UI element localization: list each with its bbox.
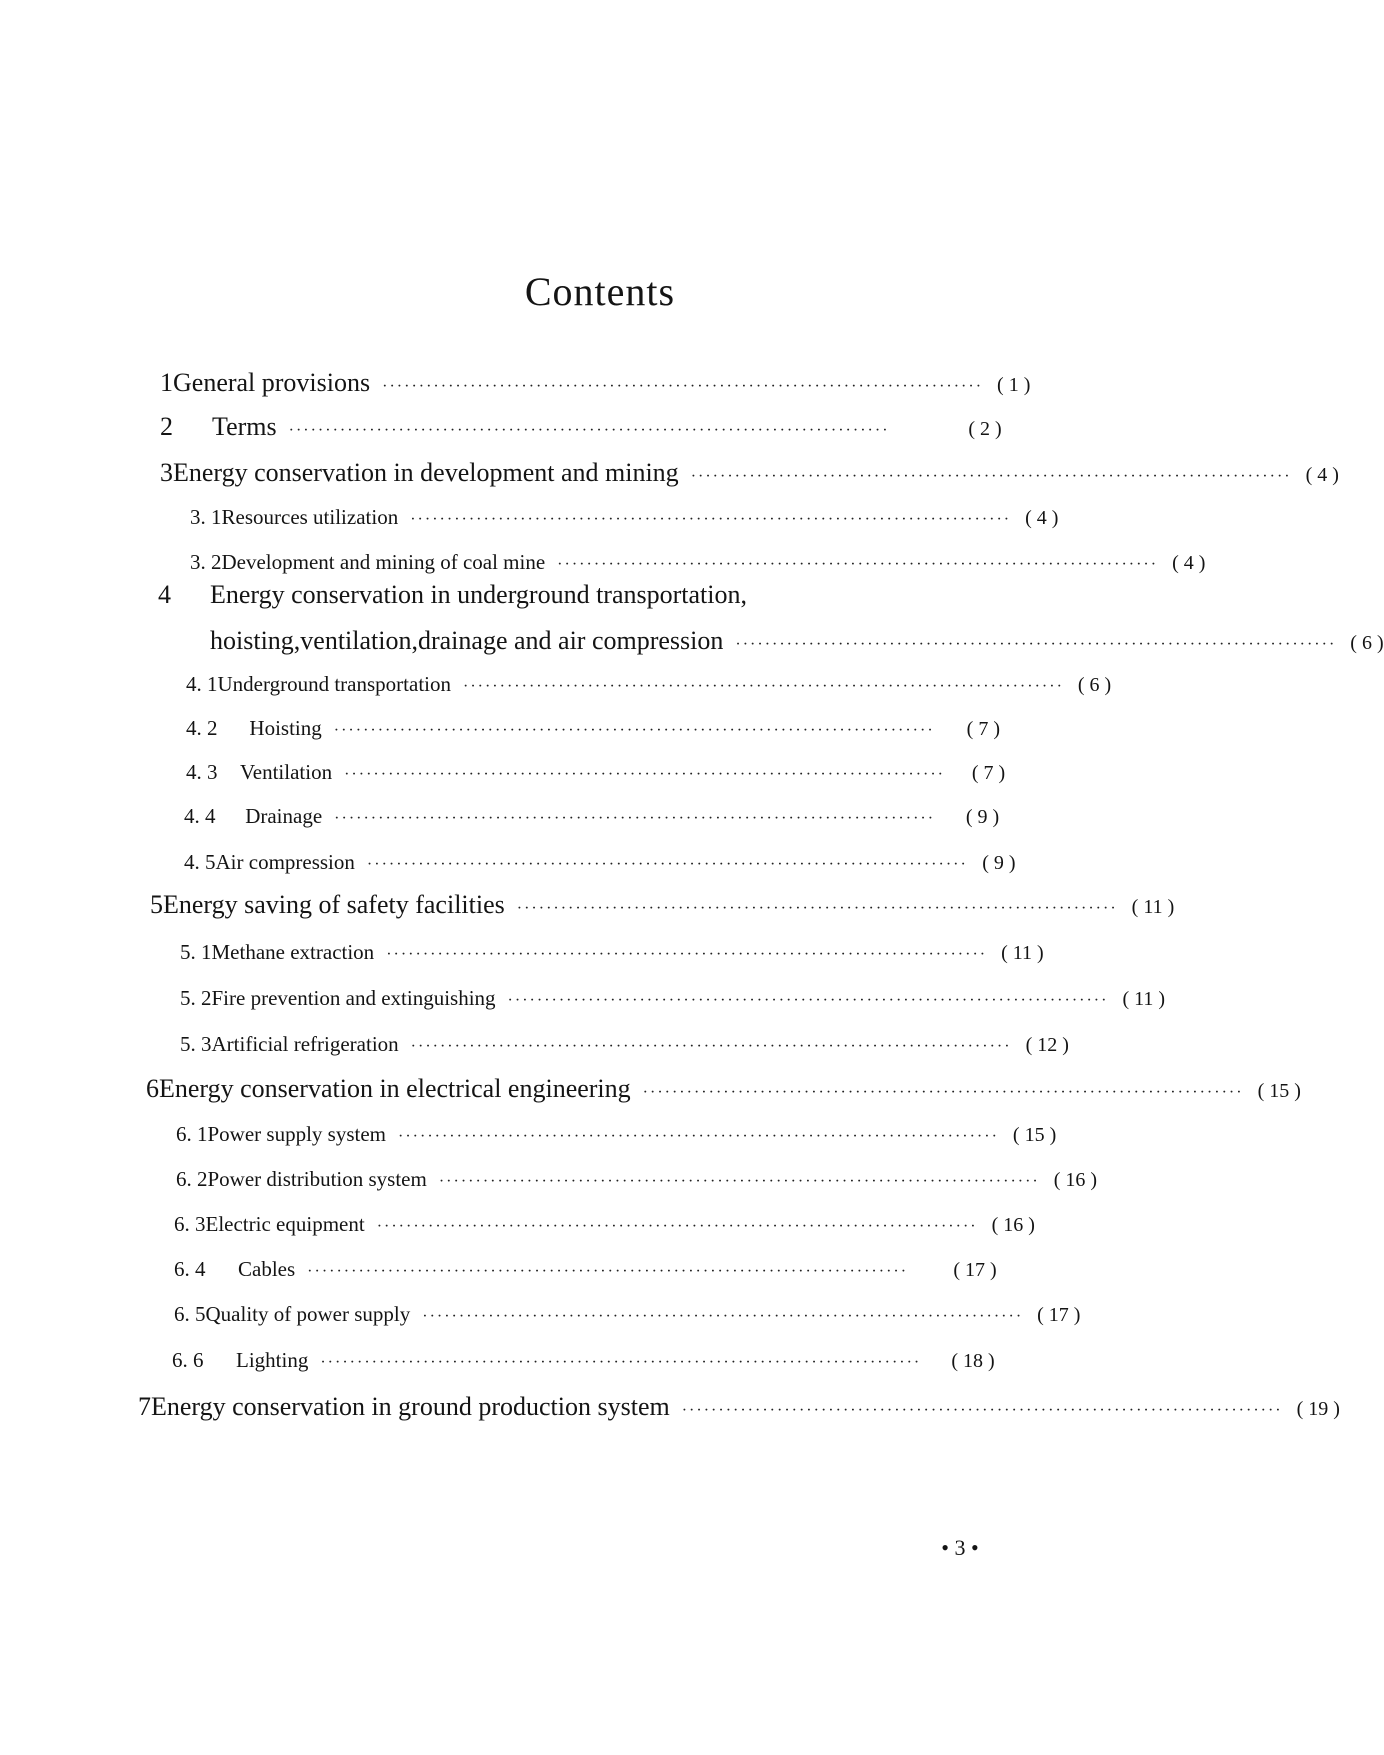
toc-number: 6. 4 (174, 1257, 206, 1281)
toc-number: 6. 5 (174, 1302, 206, 1326)
toc-entry-4-1 (186, 672, 1112, 697)
toc-entry-3-1 (190, 505, 1059, 530)
toc-label: Development and mining of coal mine (221, 550, 546, 574)
dot-leader: ·················································································· (376, 1218, 978, 1235)
toc-label: Fire prevention and extinguishing (211, 986, 496, 1010)
dot-leader: ·················································································· (366, 856, 968, 873)
toc-entry-1 (160, 368, 1031, 398)
toc-entry-5 (150, 890, 1175, 920)
toc-page-number: ( 6 ) (1350, 632, 1384, 654)
toc-entry-6-4 (174, 1257, 1010, 1282)
toc-entry-4-line1 (158, 580, 747, 610)
toc-number: 5 (150, 890, 163, 919)
toc-label: Ventilation (239, 760, 333, 784)
toc-page-number: ( 11 ) (1001, 942, 1044, 964)
toc-page-number: ( 2 ) (968, 418, 1002, 440)
toc-page-number: ( 11 ) (1122, 988, 1166, 1010)
toc-page-number: ( 9 ) (965, 806, 1000, 828)
toc-page-number: ( 7 ) (966, 718, 1000, 740)
toc-entry-3-2 (190, 550, 1206, 575)
toc-number: 6 (146, 1074, 159, 1103)
toc-page-number: ( 1 ) (997, 374, 1031, 396)
toc-number: 7 (138, 1392, 151, 1421)
toc-number: 5. 2 (180, 986, 212, 1010)
page-title: Contents (524, 269, 676, 314)
toc-number: 3. 2 (190, 550, 222, 574)
toc-label: Lighting (236, 1348, 309, 1372)
toc-label: Energy conservation in underground transportation, (210, 580, 747, 609)
toc-page-number: ( 16 ) (1053, 1169, 1098, 1191)
toc-page-number: ( 12 ) (1025, 1034, 1069, 1056)
toc-entry-3 (160, 458, 1339, 488)
toc-entry-4-2 (186, 716, 1018, 741)
toc-entry-6-6 (172, 1348, 1008, 1373)
toc-number: 4. 4 (184, 804, 216, 828)
toc-label: Energy saving of safety facilities (163, 890, 505, 919)
toc-label: Cables (238, 1257, 296, 1281)
toc-number: 5. 1 (180, 940, 212, 964)
dot-leader: ·················································································· (398, 1128, 999, 1145)
toc-number: 4. 2 (186, 716, 218, 740)
toc-entry-6-3 (174, 1212, 1035, 1237)
toc-label: Terms (212, 412, 277, 441)
toc-number: 4. 3 (186, 760, 218, 784)
dot-leader: ·················································································· (690, 468, 1292, 485)
toc-entry-5-1 (180, 940, 1044, 965)
toc-number: 6. 1 (176, 1122, 208, 1146)
toc-number: 6. 6 (172, 1348, 204, 1372)
toc-label: General provisions (173, 368, 371, 397)
toc-number: 4 (158, 580, 171, 609)
toc-entry-5-3 (180, 1032, 1069, 1057)
toc-page-number: ( 7 ) (971, 762, 1006, 784)
toc-number: 1 (160, 368, 173, 397)
dot-leader: ·················································································· (735, 636, 1337, 653)
toc-label: Energy conservation in electrical engineering (159, 1074, 631, 1103)
dot-leader: ·················································································· (344, 766, 945, 783)
dot-leader: ·················································································· (557, 556, 1159, 573)
toc-page-number: ( 4 ) (1025, 507, 1059, 529)
toc-entry-4-4 (184, 804, 1016, 829)
page-footer-number: • 3 • (941, 1535, 979, 1560)
toc-label: Air compression (215, 850, 355, 874)
toc-label: Electric equipment (205, 1212, 365, 1236)
dot-leader: ·················································································· (334, 810, 936, 827)
dot-leader: ·················································································· (422, 1308, 1024, 1325)
toc-entry-2 (160, 412, 1020, 442)
toc-entry-4-line2 (210, 626, 1384, 656)
toc-entry-5-2 (180, 986, 1166, 1011)
toc-label: Drainage (245, 804, 323, 828)
toc-label: Hoisting (249, 716, 322, 740)
toc-entry-6-2 (176, 1167, 1098, 1192)
toc-label: Methane extraction (211, 940, 375, 964)
dot-leader: ·················································································· (307, 1263, 909, 1280)
toc-label: Energy conservation in ground production system (151, 1392, 670, 1421)
toc-entry-6 (146, 1074, 1301, 1104)
toc-number: 6. 2 (176, 1167, 208, 1191)
toc-label: Underground transportation (217, 672, 451, 696)
toc-page-number: ( 4 ) (1172, 552, 1206, 574)
toc-number: 2 (160, 412, 173, 441)
toc-label: Power distribution system (207, 1167, 427, 1191)
toc-number: 4. 1 (186, 672, 218, 696)
toc-label-continued: hoisting,ventilation,drainage and air compression (210, 626, 724, 655)
dot-leader: ·················································································· (438, 1173, 1040, 1190)
toc-page-number: ( 15 ) (1257, 1080, 1301, 1102)
dot-leader: ·················································································· (642, 1084, 1244, 1101)
toc-label: Resources utilization (221, 505, 399, 529)
toc-number: 5. 3 (180, 1032, 212, 1056)
toc-number: 6. 3 (174, 1212, 206, 1236)
dot-leader: ·················································································· (516, 900, 1118, 917)
toc-page-number: ( 4 ) (1305, 464, 1339, 486)
toc-label: Artificial refrigeration (211, 1032, 399, 1056)
dot-leader: ·················································································· (382, 378, 984, 395)
dot-leader: ·················································································· (288, 422, 890, 439)
toc-entry-6-5 (174, 1302, 1081, 1327)
toc-label: Energy conservation in development and mining (173, 458, 679, 487)
dot-leader: ·················································································· (681, 1402, 1283, 1419)
toc-entry-7 (138, 1392, 1340, 1422)
dot-leader: ·················································································· (462, 678, 1064, 695)
toc-page-number: ( 17 ) (953, 1259, 997, 1281)
toc-page-number: ( 17 ) (1037, 1304, 1081, 1326)
dot-leader: ·················································································· (410, 511, 1012, 528)
toc-number: 3. 1 (190, 505, 222, 529)
toc-page-number: ( 19 ) (1296, 1398, 1340, 1420)
toc-page-number: ( 15 ) (1012, 1124, 1057, 1146)
toc-page-number: ( 6 ) (1077, 674, 1112, 696)
toc-page-number: ( 18 ) (951, 1350, 995, 1372)
toc-page-number: ( 9 ) (982, 852, 1016, 874)
toc-entry-4-5 (184, 850, 1016, 875)
toc-number: 4. 5 (184, 850, 216, 874)
toc-entry-6-1 (176, 1122, 1057, 1147)
toc-page-number: ( 11 ) (1131, 896, 1175, 918)
dot-leader: ·················································································· (333, 722, 935, 739)
toc-label: Quality of power supply (205, 1302, 411, 1326)
dot-leader: ·················································································· (386, 946, 988, 963)
dot-leader: ·················································································· (410, 1038, 1012, 1055)
toc-page-number: ( 16 ) (991, 1214, 1035, 1236)
toc-entry-4-3 (186, 760, 1018, 785)
toc-label: Power supply system (207, 1122, 386, 1146)
dot-leader: ·················································································· (507, 992, 1109, 1009)
toc-number: 3 (160, 458, 173, 487)
dot-leader: ·················································································· (320, 1354, 922, 1371)
